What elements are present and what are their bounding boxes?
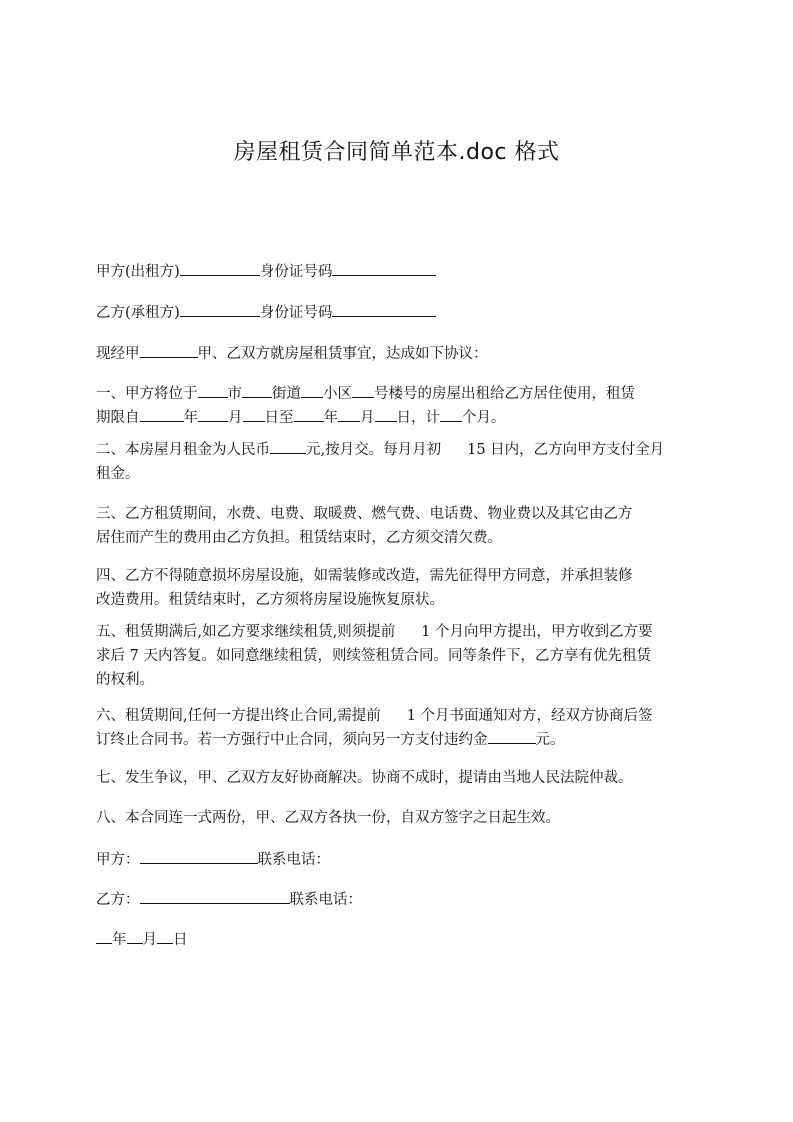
clause-1-text: 号楼号的房屋出租给乙方居住使用，租赁 — [374, 386, 635, 402]
party-b-line — [96, 301, 708, 325]
clause-1-text: 月 — [360, 410, 375, 426]
signature-b-blank — [140, 889, 290, 904]
party-b-name-blank — [180, 302, 260, 317]
party-b-label: 乙方(承租方) — [96, 305, 180, 321]
clause-1-text: 期限自 — [96, 410, 140, 426]
date-day-label: 日 — [173, 932, 188, 948]
clause-1-text: 个月。 — [462, 410, 506, 426]
party-a-id-blank — [332, 261, 436, 276]
clause-6-line-2 — [96, 728, 708, 752]
clause-8: 八、本合同连一式两份，甲、乙双方各执一份，自双方签字之日起生效。 — [96, 810, 560, 826]
clause-1-text: 日，计 — [396, 410, 440, 426]
clause-6-line-1 — [96, 704, 708, 728]
clause-3 — [96, 502, 708, 550]
clause-7: 七、发生争议，甲、乙双方友好协商解决。协商不成时，提请由当地人民法院仲裁。 — [96, 770, 633, 786]
clause-6-text: 元。 — [535, 732, 565, 748]
signature-a-phone-label: 联系电话： — [257, 852, 330, 868]
party-b-id-blank — [332, 302, 436, 317]
start-month-blank — [198, 407, 228, 422]
intro-blank — [140, 343, 198, 358]
community-blank — [301, 383, 323, 398]
clause-5-line-2: 求后 7 天内答复。如同意继续租赁，则续签租赁合同。同等条件下，乙方享有优先租赁 — [96, 648, 651, 664]
street-blank — [242, 383, 272, 398]
clause-5-line-3: 的权利。 — [96, 672, 154, 688]
signature-a-label: 甲方： — [96, 852, 140, 868]
party-b-id-label: 身份证号码 — [259, 305, 333, 321]
date-month-blank — [127, 929, 143, 944]
clause-5-text: 五、租赁期满后,如乙方要求继续租赁,则须提前 — [96, 624, 396, 640]
clause-4-line-2: 改造费用。租赁结束时，乙方须将房屋设施恢复原状。 — [96, 592, 444, 608]
clause-5 — [96, 620, 708, 692]
clause-1-text: 年 — [323, 410, 338, 426]
party-a-line — [96, 260, 708, 284]
clause-6-text: 订终止合同书。若一方强行中止合同，须向另一方支付违约金 — [96, 732, 488, 748]
date-year-label: 年 — [112, 932, 127, 948]
clause-5-text: 1 个月向甲方提出，甲方收到乙方要 — [421, 624, 653, 640]
date-year-blank — [96, 929, 112, 944]
rent-amount-blank — [270, 439, 306, 454]
start-year-blank — [140, 407, 184, 422]
end-day-blank — [375, 407, 397, 422]
clause-3-line-2: 居住而产生的费用由乙方负担。租赁结束时，乙方须交清欠费。 — [96, 530, 502, 546]
party-a-id-label: 身份证号码 — [259, 264, 333, 280]
clause-2-text: 元,按月交。每月月初 — [306, 442, 442, 458]
party-a-name-blank — [180, 261, 260, 276]
clause-2-text: 15 日内，乙方向甲方支付全月 — [467, 442, 665, 458]
city-blank — [198, 383, 228, 398]
clause-3-line-1: 三、乙方租赁期间，水费、电费、取暖费、燃气费、电话费、物业费以及其它由乙方 — [96, 506, 633, 522]
document-title: 房屋租赁合同简单范本.doc 格式 — [233, 140, 560, 165]
clause-6 — [96, 704, 708, 752]
signature-b-phone-label: 联系电话： — [289, 892, 362, 908]
clause-2-line-2: 租金。 — [96, 466, 140, 482]
end-month-blank — [338, 407, 360, 422]
clause-1-text: 月 — [228, 410, 243, 426]
end-year-blank — [294, 407, 324, 422]
clause-1-text: 小区 — [323, 386, 352, 402]
date-month-label: 月 — [142, 932, 157, 948]
signature-a-line — [96, 848, 708, 872]
clause-6-text: 1 个月书面通知对方，经双方协商后签 — [406, 708, 653, 724]
clause-2-text: 二、本房屋月租金为人民币 — [96, 442, 270, 458]
intro-suffix: 甲、乙双方就房屋租赁事宜，达成如下协议： — [197, 346, 488, 362]
clause-1-text: 一、甲方将位于 — [96, 386, 198, 402]
clause-4-line-1: 四、乙方不得随意损坏房屋设施，如需装修或改造，需先征得甲方同意，并承担装修 — [96, 568, 633, 584]
signature-b-label: 乙方： — [96, 892, 140, 908]
clause-1-line-2 — [96, 406, 708, 430]
signature-a-blank — [140, 849, 258, 864]
months-blank — [440, 407, 462, 422]
clause-5-line-1 — [96, 620, 708, 644]
building-blank — [352, 383, 374, 398]
party-a-label: 甲方(出租方) — [96, 264, 180, 280]
clause-6-text: 六、租赁期间,任何一方提出终止合同,需提前 — [96, 708, 381, 724]
signature-b-line — [96, 888, 708, 912]
intro-line — [96, 342, 708, 366]
clause-2-line-1 — [96, 438, 708, 462]
clause-1-text: 街道 — [272, 386, 301, 402]
date-line — [96, 928, 708, 952]
clause-1-text: 日至 — [264, 410, 294, 426]
date-day-blank — [157, 929, 173, 944]
penalty-blank — [488, 729, 536, 744]
clause-1-line-1 — [96, 382, 708, 406]
clause-1 — [96, 382, 708, 430]
intro-prefix: 现经甲 — [96, 346, 140, 362]
clause-4 — [96, 564, 708, 612]
clause-2 — [96, 438, 708, 486]
clause-1-text: 市 — [227, 386, 242, 402]
start-day-blank — [243, 407, 265, 422]
clause-1-text: 年 — [183, 410, 198, 426]
